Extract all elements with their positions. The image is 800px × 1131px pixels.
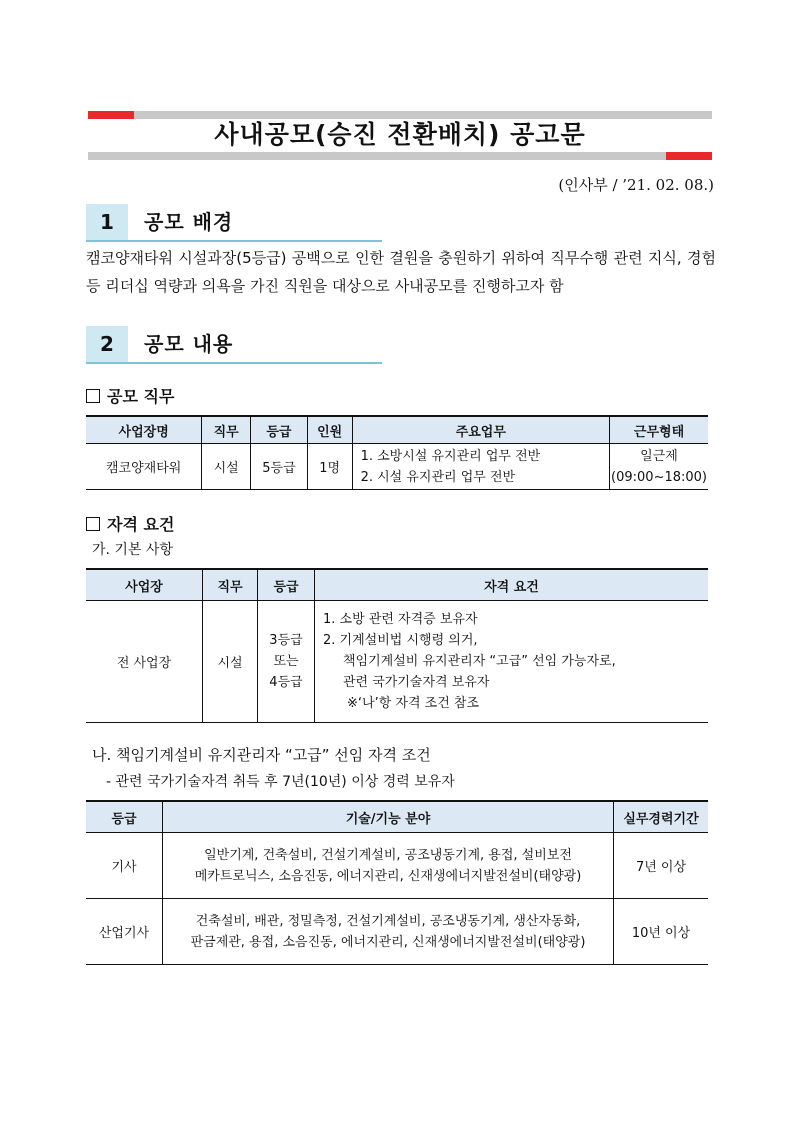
col-header: 등급 [86,801,163,833]
qual-sub-a: 가. 기본 사항 [92,542,173,558]
grade-table [86,800,708,965]
section-number: 1 [86,204,128,240]
qual-sub-b: 나. 책임기계설비 유지관리자 “고급” 선임 자격 조건 [92,746,431,764]
section-underline [86,240,382,242]
section-title: 공모 배경 [144,210,234,234]
col-header: 등급 [251,416,308,444]
period-cell: 10년 이상 [614,899,709,965]
col-header: 직무 [203,569,258,601]
title-bar-bottom [88,152,712,160]
req-line: ※‘나’항 자격 조건 참조 [347,696,480,711]
worktype-line: (09:00~18:00) [611,469,707,485]
section-header-content [86,326,382,364]
site-cell: 캠코양재타워 [86,444,202,490]
background-paragraph: 캠코양재타워 시설과장(5등급) 공백으로 인한 결원을 충원하기 위하여 직무수행 관련 지식, 경험 등 리더십 역량과 의욕을 가진 직원을 대상으로 사내공모를 진행하고자 함 [86,249,716,295]
req-line: 1. 소방 관련 자격증 보유자 [323,612,478,627]
col-header: 사업장명 [86,416,202,444]
grade-line: 4등급 [269,675,303,690]
col-header: 직무 [202,416,251,444]
grade-cell [258,601,315,723]
table-row [86,899,708,965]
worktype-line: 일근제 [640,448,678,464]
req-line: 2. 기계설비법 시행령 의거, [323,633,478,648]
announcement-date: (인사부 / ’21. 02. 08.) [558,176,714,194]
section-header-background [86,204,382,242]
duty-cell: 시설 [202,444,251,490]
grade-cell: 기사 [86,833,163,899]
job-heading [86,384,174,407]
table-row [86,833,708,899]
checkbox-icon [86,517,100,531]
col-header: 실무경력기간 [614,801,709,833]
grade-cell: 5등급 [251,444,308,490]
section-title: 공모 내용 [144,332,234,356]
requirements-cell [315,601,709,723]
qual-table [86,568,708,723]
section-number: 2 [86,326,128,362]
fields-cell [163,833,614,899]
section-underline [86,362,382,364]
task-line: 1. 소방시설 유지관리 업무 전반 [360,448,541,464]
period-cell: 7년 이상 [614,833,709,899]
grade-line: 또는 [273,654,299,669]
col-header: 등급 [258,569,315,601]
qual-sub-b-note: - 관련 국가기술자격 취득 후 7년(10년) 이상 경력 보유자 [106,774,455,790]
count-cell: 1명 [307,444,352,490]
fields-line: 건축설비, 배관, 정밀측정, 건설기계설비, 공조냉동기계, 생산자동화, [195,913,581,929]
tasks-cell [352,444,609,490]
title-bar-accent-right [666,152,712,160]
qual-heading-text: 자격 요건 [107,515,175,534]
table-row [86,601,708,723]
fields-cell [163,899,614,965]
worktype-cell [610,444,708,490]
col-header: 사업장 [86,569,203,601]
job-table [86,415,708,490]
fields-line: 일반기계, 건축설비, 건설기계설비, 공조냉동기계, 용접, 설비보전 [204,847,572,863]
grade-cell: 산업기사 [86,899,163,965]
qual-heading [86,512,174,535]
req-line: 관련 국가기술자격 보유자 [343,675,490,690]
col-header: 근무형태 [610,416,708,444]
col-header: 기술/기능 분야 [163,801,614,833]
fields-line: 메카트로닉스, 소음진동, 에너지관리, 신재생에너지발전설비(태양광) [194,868,582,884]
grade-line: 3등급 [269,633,303,648]
job-heading-text: 공모 직무 [107,387,175,406]
table-row [86,444,708,490]
col-header: 인원 [307,416,352,444]
page-title: 사내공모(승진 전환배치) 공고문 [214,120,586,149]
duty-cell: 시설 [203,601,258,723]
checkbox-icon [86,389,100,403]
req-line: 책임기계설비 유지관리자 “고급” 선임 가능자로, [343,654,616,669]
col-header: 자격 요건 [315,569,709,601]
task-line: 2. 시설 유지관리 업무 전반 [360,469,516,485]
fields-line: 판금제관, 용접, 소음진동, 에너지관리, 신재생에너지발전설비(태양광) [190,934,586,950]
col-header: 주요업무 [352,416,609,444]
site-cell: 전 사업장 [86,601,203,723]
